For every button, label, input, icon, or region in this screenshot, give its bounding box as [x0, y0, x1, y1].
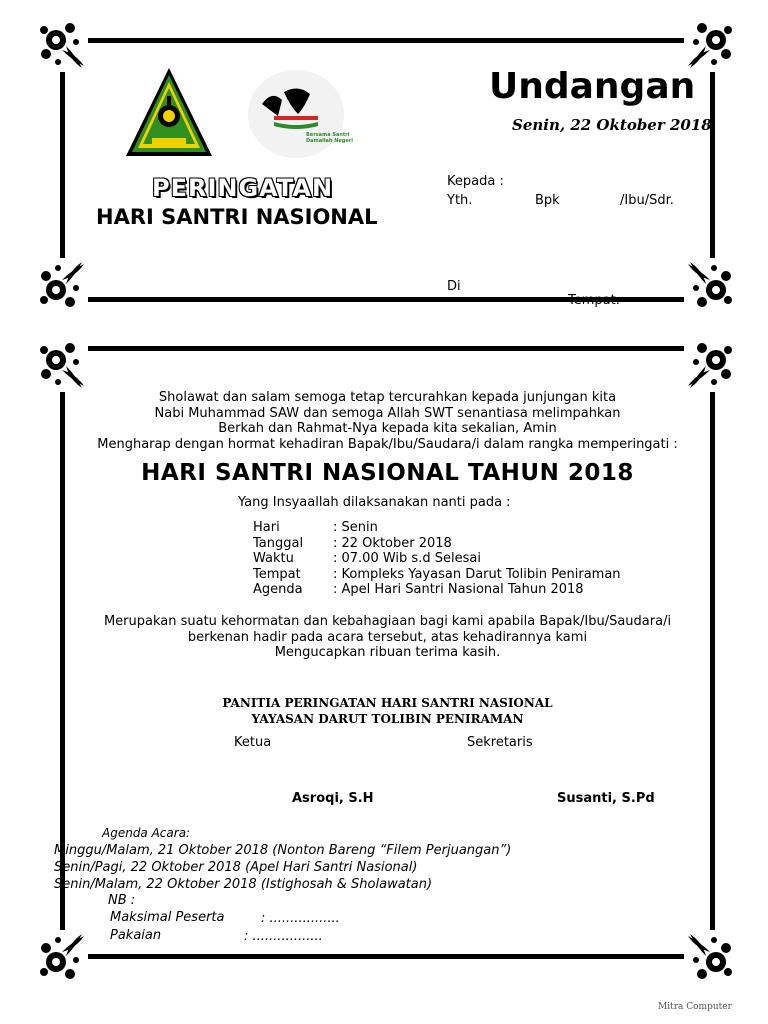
corner-ornament-icon: [36, 340, 88, 392]
event-date: Senin, 22 Oktober 2018: [512, 116, 712, 134]
corner-ornament-icon: [36, 20, 88, 72]
agenda-item: Senin/Pagi, 22 Oktober 2018 (Apel Hari Santri Nasional): [54, 860, 418, 875]
max-participants-value: : .................: [261, 911, 340, 926]
chair-name: Asroqi, S.H: [292, 791, 374, 806]
di-label: Di: [447, 279, 461, 294]
footer-credit: Mitra Computer: [658, 1002, 732, 1012]
detail-value: : Kompleks Yayasan Darut Tolibin Peniraman: [333, 566, 621, 582]
opening-line: Nabi Muhammad SAW dan semoga Allah SWT senantiasa melimpahkan: [154, 405, 621, 421]
tempat-label: Tempat.: [568, 293, 620, 308]
event-name-line1: PERINGATAN: [152, 174, 334, 202]
detail-value: : Senin: [333, 520, 378, 535]
corner-ornament-icon: [36, 930, 88, 982]
opening-line: Sholawat dan salam semoga tetap tercurahkan kepada junjungan kita: [158, 390, 617, 405]
detail-row: [253, 551, 621, 567]
secretary-name: Susanti, S.Pd: [557, 791, 655, 806]
corner-ornament-icon: [684, 930, 736, 982]
detail-key: Agenda: [253, 582, 303, 597]
svg-text:Bersama Santri: Bersama Santri: [306, 132, 350, 138]
committee-name: PANITIA PERINGATAN HARI SANTRI NASIONAL: [222, 696, 553, 710]
svg-text:Damailah Negeri: Damailah Negeri: [306, 138, 353, 144]
dress-code-label: Pakaian: [110, 928, 162, 943]
to-label: Kepada :: [447, 174, 504, 189]
closing-line: Merupakan suatu kehormatan dan kebahagiaan bagi kami apabila Bapak/Ibu/Saudara/i: [103, 614, 672, 629]
agenda-list: [54, 842, 511, 893]
bpk-label: Bpk: [535, 193, 560, 208]
agenda-item: Minggu/Malam, 21 Oktober 2018 (Nonton Bareng “Filem Perjuangan”): [54, 843, 512, 858]
detail-row: [253, 582, 621, 598]
opening-line: Berkah dan Rahmat-Nya kepada kita sekalian, Amin: [218, 421, 557, 436]
event-title: HARI SANTRI NASIONAL TAHUN 2018: [141, 460, 634, 486]
agenda-item: Senin/Malam, 22 Oktober 2018 (Istighosah & Sholawatan): [54, 877, 433, 892]
yth-label: Yth.: [447, 193, 473, 208]
ibu-label: /Ibu/Sdr.: [620, 193, 674, 208]
detail-row: [253, 536, 621, 552]
dress-code-value: : .................: [244, 929, 323, 944]
detail-key: Hari: [253, 520, 280, 535]
event-intro: Yang Insyaallah dilaksanakan nanti pada :: [238, 495, 511, 510]
corner-ornament-icon: [684, 258, 736, 310]
detail-key: Tanggal: [253, 535, 304, 551]
detail-value: : 22 Oktober 2018: [333, 535, 452, 551]
corner-ornament-icon: [684, 20, 736, 72]
nb-label: NB :: [108, 893, 136, 908]
opening-paragraph: [60, 390, 715, 452]
invitation-title: Undangan: [489, 66, 696, 107]
foundation-name: YAYASAN DARUT TOLIBIN PENIRAMAN: [251, 712, 524, 726]
closing-paragraph: [60, 614, 715, 661]
agenda-heading: Agenda Acara:: [102, 826, 191, 840]
max-participants-label: Maksimal Peserta: [110, 910, 225, 925]
event-details: [253, 520, 621, 598]
detail-key: Tempat: [253, 566, 301, 582]
secretary-label: Sekretaris: [467, 735, 533, 750]
opening-line: Mengharap dengan hormat kehadiran Bapak/Ibu/Saudara/i dalam rangka memperingati :: [97, 436, 678, 452]
closing-line: Mengucapkan ribuan terima kasih.: [274, 645, 501, 660]
detail-value: : Apel Hari Santri Nasional Tahun 2018: [333, 582, 584, 597]
event-name-line2: HARI SANTRI NASIONAL: [96, 205, 378, 229]
detail-key: Waktu: [253, 551, 294, 566]
event-logo: [248, 70, 353, 158]
corner-ornament-icon: [684, 340, 736, 392]
closing-line: berkenan hadir pada acara tersebut, atas kehadirannya kami: [187, 629, 588, 645]
detail-value: : 07.00 Wib s.d Selesai: [333, 551, 481, 566]
chair-label: Ketua: [234, 735, 272, 750]
detail-row: [253, 567, 621, 583]
detail-row: [253, 520, 621, 536]
organization-logo: [124, 66, 214, 158]
corner-ornament-icon: [36, 258, 88, 310]
